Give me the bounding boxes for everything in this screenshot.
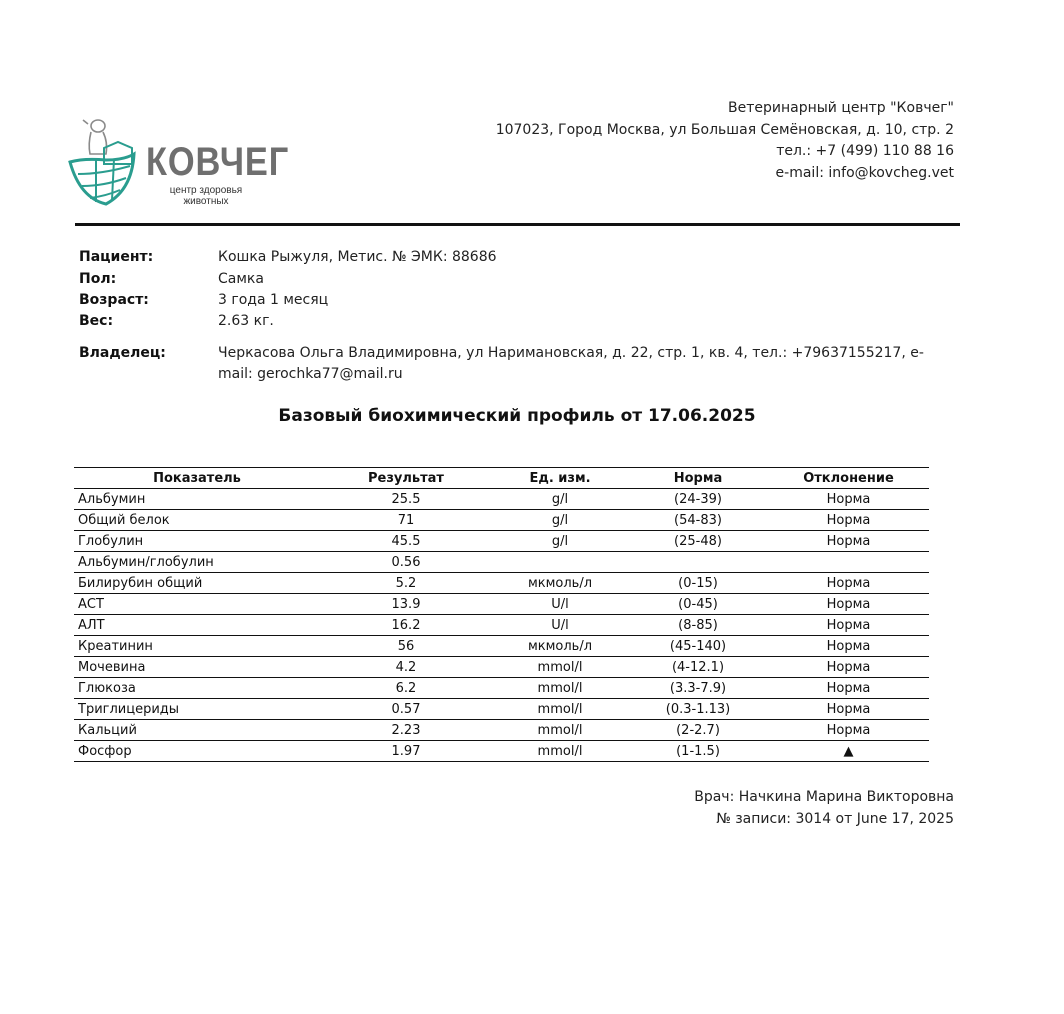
unit-cell: g/l [492, 510, 628, 531]
logo-tagline [166, 185, 246, 207]
unit-cell: mmol/l [492, 720, 628, 741]
parameter-cell: Глобулин [74, 531, 320, 552]
table-row [74, 636, 929, 657]
age-value: 3 года 1 месяц [218, 292, 329, 308]
result-cell: 56 [320, 636, 492, 657]
unit-cell: g/l [492, 531, 628, 552]
norm-cell: (8-85) [628, 615, 768, 636]
table-row [74, 678, 929, 699]
norm-cell: (1-1.5) [628, 741, 768, 762]
norm-cell: (45-140) [628, 636, 768, 657]
unit-cell: mmol/l [492, 678, 628, 699]
unit-cell: U/l [492, 615, 628, 636]
norm-cell: (0.3-1.13) [628, 699, 768, 720]
deviation-cell: Норма [768, 678, 929, 699]
deviation-cell: Норма [768, 720, 929, 741]
owner-value: Черкасова Ольга Владимировна, ул Наримановская, д. 22, стр. 1, кв. 4, тел.: +79637155217, e-mail: gerochka77@mail.ru [218, 345, 924, 382]
clinic-name: Ветеринарный центр "Ковчег" [727, 100, 954, 116]
table-row [74, 552, 929, 573]
header-parameter: Показатель [74, 468, 320, 489]
norm-cell: (0-45) [628, 594, 768, 615]
table-row [74, 489, 929, 510]
deviation-cell: Норма [768, 657, 929, 678]
deviation-cell [768, 552, 929, 573]
parameter-cell: Общий белок [74, 510, 320, 531]
header-result: Результат [320, 468, 492, 489]
result-cell: 13.9 [320, 594, 492, 615]
result-cell: 0.56 [320, 552, 492, 573]
unit-cell: mmol/l [492, 741, 628, 762]
norm-cell: (4-12.1) [628, 657, 768, 678]
table-row [74, 741, 929, 762]
record-number: № записи: 3014 от June 17, 2025 [716, 811, 954, 827]
clinic-address: 107023, Город Москва, ул Большая Семёновская, д. 10, стр. 2 [495, 121, 954, 138]
table-row [74, 699, 929, 720]
parameter-cell: Триглицериды [74, 699, 320, 720]
table-row [74, 615, 929, 636]
results-table [74, 467, 929, 762]
table-row [74, 720, 929, 741]
table-row [74, 573, 929, 594]
parameter-cell: Мочевина [74, 657, 320, 678]
unit-cell: мкмоль/л [492, 636, 628, 657]
unit-cell: g/l [492, 489, 628, 510]
deviation-cell: ▲ [768, 741, 929, 762]
parameter-cell: АЛТ [74, 615, 320, 636]
unit-cell [492, 552, 628, 573]
header-norm: Норма [628, 468, 768, 489]
ark-dog-logo-icon [66, 112, 146, 212]
deviation-cell: Норма [768, 594, 929, 615]
parameter-cell: Альбумин [74, 489, 320, 510]
owner-label: Владелец: [79, 345, 166, 361]
result-cell: 0.57 [320, 699, 492, 720]
weight-value: 2.63 кг. [218, 313, 274, 329]
parameter-cell: Кальций [74, 720, 320, 741]
clinic-email: e-mail: info@kovcheg.vet [775, 164, 954, 181]
logo-tagline-line2: животных [183, 196, 229, 207]
clinic-contacts [496, 98, 954, 184]
clinic-logo [66, 112, 290, 212]
logo-tagline-line1: центр здоровья [169, 185, 243, 196]
sex-label: Пол: [79, 271, 117, 287]
unit-cell: mmol/l [492, 657, 628, 678]
deviation-cell: Норма [768, 531, 929, 552]
norm-cell: (24-39) [628, 489, 768, 510]
report-title: Базовый биохимический профиль от 17.06.2025 [278, 406, 756, 426]
result-cell: 16.2 [320, 615, 492, 636]
clinic-phone: тел.: +7 (499) 110 88 16 [776, 143, 954, 159]
header-divider [75, 223, 960, 226]
weight-label: Вес: [79, 313, 114, 329]
deviation-cell: Норма [768, 636, 929, 657]
unit-cell: мкмоль/л [492, 573, 628, 594]
table-row [74, 657, 929, 678]
deviation-cell: Норма [768, 699, 929, 720]
result-cell: 6.2 [320, 678, 492, 699]
result-cell: 2.23 [320, 720, 492, 741]
parameter-cell: Фосфор [74, 741, 320, 762]
unit-cell: U/l [492, 594, 628, 615]
parameter-cell: Креатинин [74, 636, 320, 657]
deviation-cell: Норма [768, 615, 929, 636]
parameter-cell: Билирубин общий [74, 573, 320, 594]
result-cell: 4.2 [320, 657, 492, 678]
norm-cell: (54-83) [628, 510, 768, 531]
patient-label: Пациент: [79, 249, 154, 265]
parameter-cell: Альбумин/глобулин [74, 552, 320, 573]
report-footer [694, 786, 954, 830]
table-row [74, 510, 929, 531]
result-cell: 71 [320, 510, 492, 531]
result-cell: 5.2 [320, 573, 492, 594]
deviation-cell: Норма [768, 510, 929, 531]
parameter-cell: Глюкоза [74, 678, 320, 699]
deviation-cell: Норма [768, 573, 929, 594]
norm-cell: (2-2.7) [628, 720, 768, 741]
header-deviation: Отклонение [768, 468, 929, 489]
result-cell: 45.5 [320, 531, 492, 552]
norm-cell: (25-48) [628, 531, 768, 552]
header-unit: Ед. изм. [492, 468, 628, 489]
norm-cell [628, 552, 768, 573]
sex-value: Самка [218, 271, 264, 287]
table-header-row [74, 468, 929, 489]
deviation-cell: Норма [768, 489, 929, 510]
norm-cell: (0-15) [628, 573, 768, 594]
parameter-cell: АСТ [74, 594, 320, 615]
patient-value: Кошка Рыжуля, Метис. № ЭМК: 88686 [218, 249, 497, 265]
result-cell: 25.5 [320, 489, 492, 510]
logo-wordmark: КОВЧЕГ [146, 140, 290, 184]
unit-cell: mmol/l [492, 699, 628, 720]
doctor-name: Врач: Начкина Марина Викторовна [694, 789, 954, 805]
table-row [74, 531, 929, 552]
age-label: Возраст: [79, 292, 149, 308]
result-cell: 1.97 [320, 741, 492, 762]
table-row [74, 594, 929, 615]
norm-cell: (3.3-7.9) [628, 678, 768, 699]
